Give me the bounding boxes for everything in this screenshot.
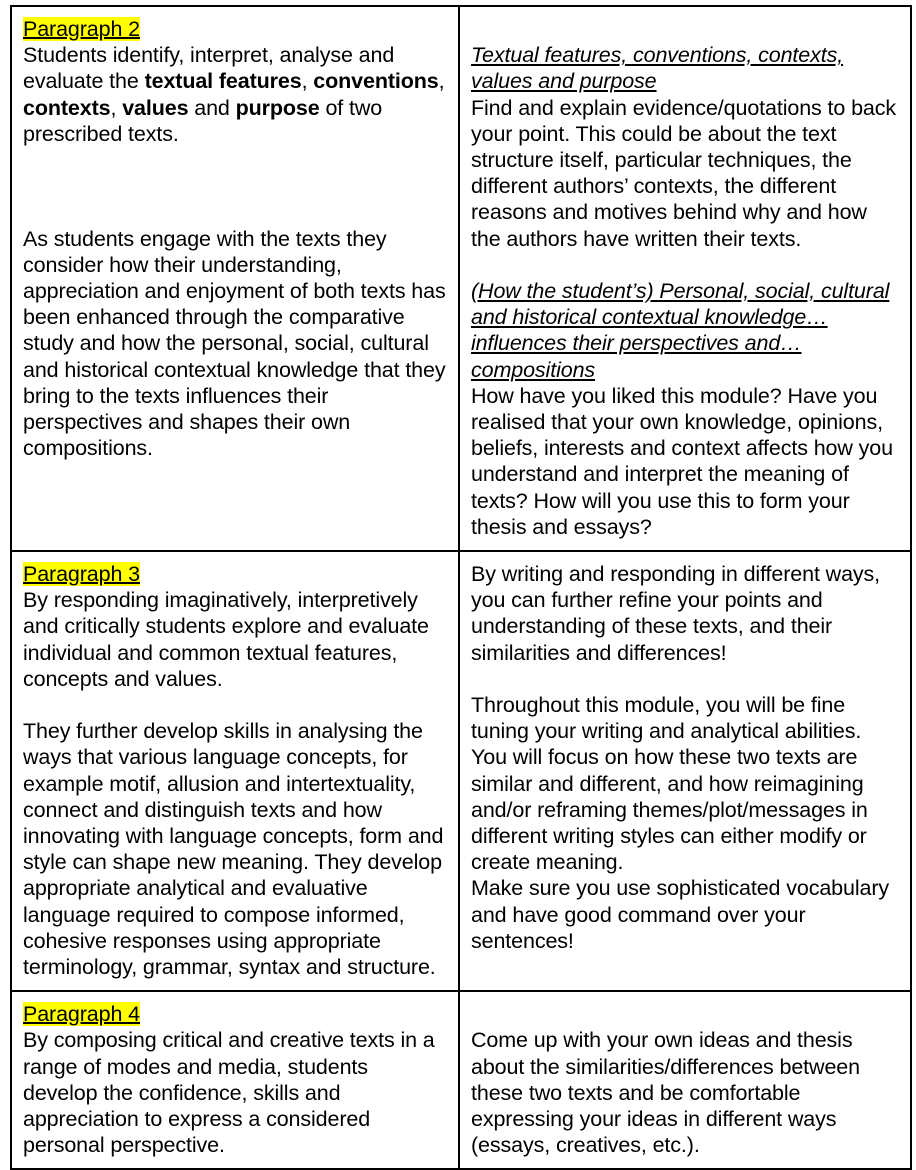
- paragraph-2-explanation-block-2: [471, 278, 900, 540]
- paragraph-4-body-1: By composing critical and creative texts in a range of modes and media, students develop the confidence, skills and appreciation to express a considered personal perspective.: [23, 1028, 435, 1158]
- paragraph-2-explanation-cell: [459, 6, 911, 551]
- paragraph-2-body-1-e: and: [188, 95, 236, 120]
- paragraph-2-explanation-block-1: [471, 16, 900, 252]
- paragraph-2-body-1-d: ,: [110, 95, 123, 120]
- paragraph-3-explanation-body-2: Throughout this module, you will be fine tuning your writing and analytical abilities. You will focus on how these two texts are similar and different, and how reimagining and/or reframing themes/plot/messages in different writing styles can either modify or create meaning.: [471, 693, 868, 875]
- paragraph-3-body-1: By responding imaginatively, interpretively and critically students explore and evaluate individual and common textual features, concepts and values.: [23, 588, 429, 691]
- paragraph-2-heading-block: [23, 16, 448, 147]
- paragraph-4-syllabus-cell: [11, 991, 459, 1169]
- paragraph-2-subheading-2: (How the student’s) Personal, social, cultural and historical contextual knowledge… influences their perspectives and… compositions: [471, 279, 890, 382]
- paragraph-3-explanation-cell: [459, 551, 911, 991]
- paragraph-4-explanation-block: [471, 1001, 900, 1158]
- paragraph-2-heading: Paragraph 2: [23, 17, 141, 41]
- paragraph-2-body-1-b: ,: [301, 69, 314, 94]
- paragraph-2-bold-purpose: purpose: [235, 95, 320, 120]
- paragraph-3-heading: Paragraph 3: [23, 562, 141, 587]
- paragraph-2-syllabus-cell: [11, 6, 459, 551]
- paragraph-4-heading-block: [23, 1001, 448, 1158]
- paragraph-2-explanation-body-2: How have you liked this module? Have you realised that your own knowledge, opinions, beliefs, interests and context affects how you understand and interpret the meaning of texts? How will you use this to form your thesis and essays?: [471, 383, 893, 539]
- paragraph-3-syllabus-cell: [11, 551, 459, 991]
- paragraph-3-explanation-body-1: By writing and responding in different ways, you can further refine your points and understanding of these texts, and their similarities and differences!: [471, 562, 881, 665]
- paragraph-2-subheading-1: Textual features, conventions, contexts, values and purpose: [471, 43, 844, 94]
- paragraph-2-explanation-body-1: Find and explain evidence/quotations to back your point. This could be about the text structure itself, particular techniques, the different authors’ contexts, the different reasons and motives behind why and how the authors have written their texts.: [471, 95, 897, 251]
- paragraph-4-explanation-cell: [459, 991, 911, 1169]
- leading-spacer: [471, 16, 900, 42]
- table-row: [11, 551, 911, 991]
- paragraph-4-explanation-body-1: Come up with your own ideas and thesis about the similarities/differences between these two texts and be comfortable expressing your ideas in different ways (essays, creatives, etc.).: [471, 1028, 860, 1158]
- paragraph-2-bold-conventions: conventions: [313, 69, 439, 94]
- paragraph-2-body-1-c: ,: [438, 69, 445, 94]
- paragraph-4-heading: Paragraph 4: [23, 1002, 141, 1027]
- paragraph-2-body-2: As students engage with the texts they consider how their understanding, appreciation and enjoyment of both texts has been enhanced through the comparative study and how the personal, social, cultural and historical contextual knowledge that they bring to the texts influences their perspectives and shapes their own compositions.: [23, 226, 446, 461]
- paragraph-2-bold-values: values: [122, 95, 189, 120]
- leading-spacer: [471, 1001, 900, 1027]
- paragraph-2-body-1-a: Students identify, interpret, analyse and evaluate the: [23, 43, 395, 94]
- paragraph-2-body-1-f: of two prescribed texts.: [23, 95, 383, 146]
- paragraph-3-explanation-body-3: Make sure you use sophisticated vocabulary and have good command over your sentences!: [471, 876, 890, 953]
- syllabus-comparison-table: [10, 5, 912, 1170]
- paragraph-3-heading-block: [23, 561, 448, 692]
- paragraph-2-bold-textual-features: textual features: [144, 69, 302, 94]
- paragraph-2-bold-contexts: contexts: [23, 95, 111, 120]
- paragraph-3-body-2: They further develop skills in analysing the ways that various language concepts, for example motif, allusion and intertextuality, connect and distinguish texts and how innovating with language concepts, form and style can shape new meaning. They develop appropriate analytical and evaluative language required to compose informed, cohesive responses using appropriate terminology, grammar, syntax and structure.: [23, 719, 444, 980]
- table-row: [11, 6, 911, 551]
- table-row: [11, 991, 911, 1169]
